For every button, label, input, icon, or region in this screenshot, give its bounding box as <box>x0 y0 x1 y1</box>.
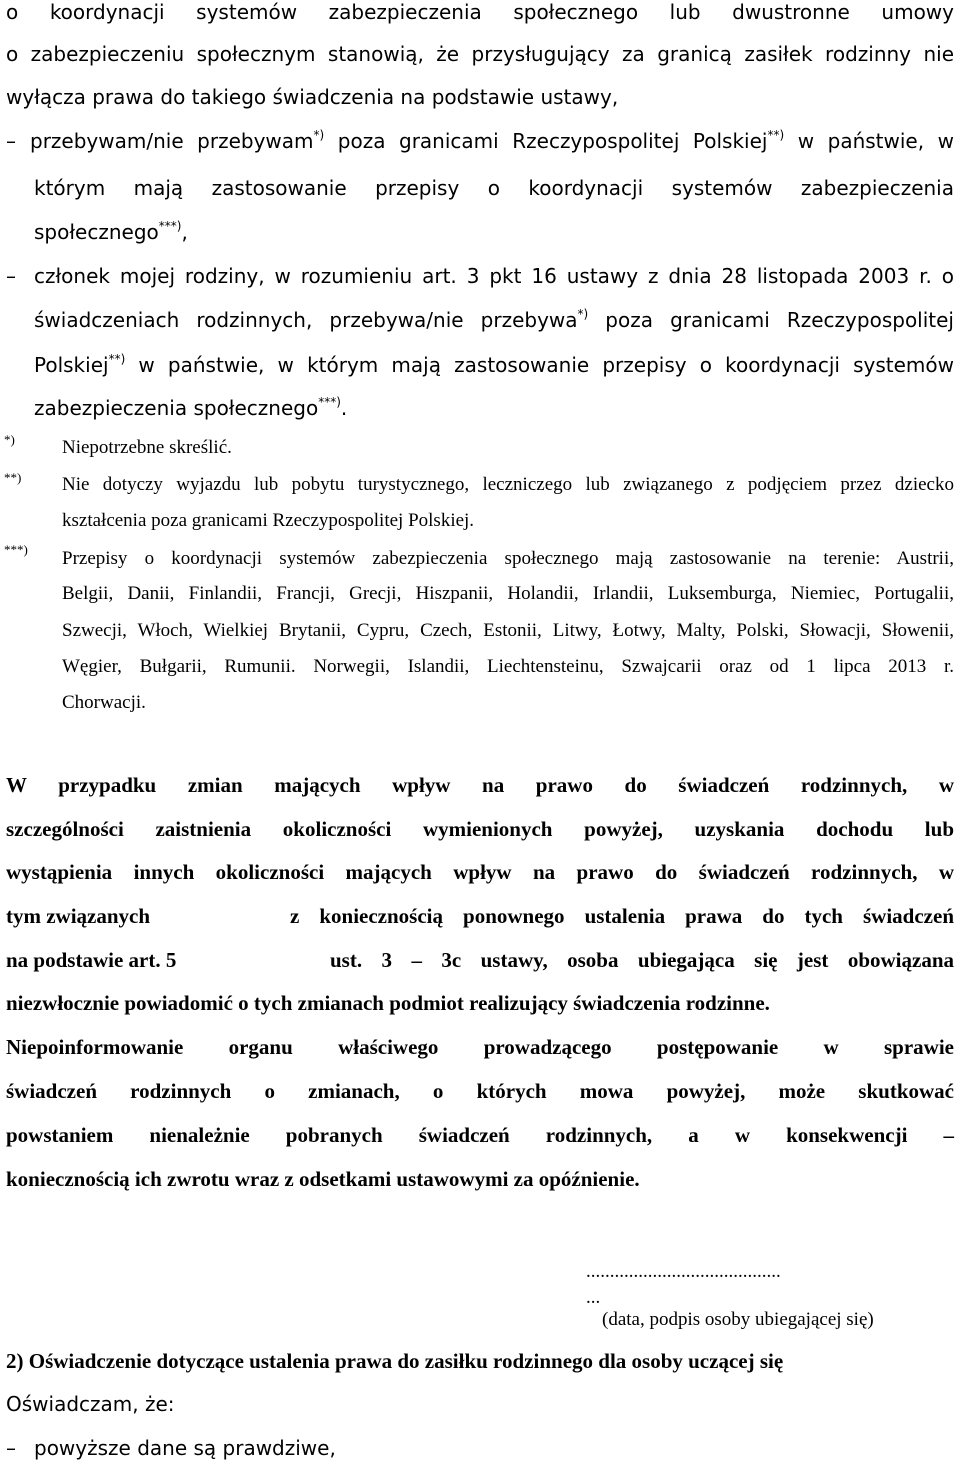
item2-text-b: poza granicami Rzeczypospolitej <box>588 308 954 332</box>
item1-line-1 <box>30 129 954 153</box>
item1-text-a: przebywam/nie przebywam <box>30 129 314 153</box>
footnote-mark-3: ***) <box>4 542 28 557</box>
footnote-2-line-1: Nie dotyczy wyjazdu lub pobytu turystycznego, leczniczego lub związanego z podjęciem przez dziecko <box>62 474 954 495</box>
item1-line-3 <box>34 220 188 244</box>
footnote-ref-1b: *) <box>577 307 589 321</box>
notice-line-8: świadczeń rodzinnych o zmianach, o których mowa powyżej, może skutkować <box>6 1079 954 1103</box>
footnote-3-line-2: Belgii, Danii, Finlandii, Francji, Grecji, Hiszpanii, Holandii, Irlandii, Luksemburga, Niemiec, Portugalii, <box>62 583 954 604</box>
notice-line-10: koniecznością ich zwrotu wraz z odsetkami ustawowymi za opóźnienie. <box>6 1167 640 1191</box>
item1-text-c: w państwie, w <box>784 129 954 153</box>
notice-line-9: powstaniem nienależnie pobranych świadczeń rodzinnych, a w konsekwencji – <box>6 1123 954 1147</box>
item2-line-1: członek mojej rodziny, w rozumieniu art. 3 pkt 16 ustawy z dnia 28 listopada 2003 r. o <box>34 264 954 288</box>
notice-line-2: szczególności zaistnienia okoliczności wymienionych powyżej, uzyskania dochodu lub <box>6 817 954 841</box>
notice-line-1: W przypadku zmian mających wpływ na prawo do świadczeń rodzinnych, w <box>6 773 954 797</box>
section2-dash: – <box>6 1436 16 1460</box>
intro-line-1: o koordynacji systemów zabezpieczenia społecznego lub dwustronne umowy <box>6 0 954 24</box>
footnote-3-line-4: Węgier, Bułgarii, Rumunii. Norwegii, Islandii, Liechtensteinu, Szwajcarii oraz od 1 lipca 2013 r. <box>62 656 954 677</box>
footnote-1: Niepotrzebne skreślić. <box>62 437 232 458</box>
item1-line-2: którym mają zastosowanie przepisy o koordynacji systemów zabezpieczenia <box>34 176 954 200</box>
section2-item-1: powyższe dane są prawdziwe, <box>34 1436 336 1460</box>
item2-text-period: . <box>340 396 348 420</box>
item2-text-polskiej: Polskiej <box>34 353 109 377</box>
item1-text-b: poza granicami Rzeczypospolitej Polskiej <box>324 129 768 153</box>
footnote-3-line-5: Chorwacji. <box>62 692 146 713</box>
footnote-mark-2: **) <box>4 470 22 485</box>
item1-dash: – <box>6 129 16 153</box>
footnote-mark-1: *) <box>4 432 15 447</box>
item2-text-c: w państwie, w którym mają zastosowanie przepisy o koordynacji systemów <box>125 353 954 377</box>
item2-text-a: świadczeniach rodzinnych, przebywa/nie przebywa <box>34 308 578 332</box>
footnote-ref-3: ***) <box>158 219 182 233</box>
item2-dash: – <box>6 264 16 288</box>
item2-line-3 <box>34 353 954 377</box>
notice-line-6: niezwłocznie powiadomić o tych zmianach podmiot realizujący świadczenia rodzinne. <box>6 991 770 1015</box>
section2-heading: 2) Oświadczenie dotyczące ustalenia prawa do zasiłku rodzinnego dla osoby uczącej się <box>6 1349 784 1373</box>
notice-line-7: Niepoinformowanie organu właściwego prowadzącego postępowanie w sprawie <box>6 1035 954 1059</box>
item2-text-d: zabezpieczenia społecznego <box>34 396 319 420</box>
item2-line-4 <box>34 396 347 420</box>
intro-line-2: o zabezpieczeniu społecznym stanowią, że przysługujący za granicą zasiłek rodzinny nie <box>6 42 954 66</box>
notice-line-3: wystąpienia innych okoliczności mających wpływ na prawo do świadczeń rodzinnych, w <box>6 860 954 884</box>
section2-lead: Oświadczam, że: <box>6 1392 175 1416</box>
signature-dots: ......................................... <box>586 1261 781 1282</box>
item1-text-comma: , <box>181 220 188 244</box>
notice-line-4b: z koniecznością ponownego ustalenia prawa do tych świadczeń <box>290 904 954 928</box>
signature-dots-cont: ... <box>586 1287 601 1308</box>
notice-line-5a: na podstawie art. 5 <box>6 948 177 972</box>
item1-text-spoleczne: społecznego <box>34 220 159 244</box>
intro-line-3: wyłącza prawa do takiego świadczenia na podstawie ustawy, <box>6 85 619 109</box>
footnote-ref-3b: ***) <box>318 395 341 409</box>
notice-line-4a: tym związanych <box>6 904 151 928</box>
footnote-ref-2: **) <box>767 128 785 142</box>
footnote-2-line-2: kształcenia poza granicami Rzeczypospolitej Polskiej. <box>62 510 475 531</box>
signature-caption: (data, podpis osoby ubiegającej się) <box>602 1309 874 1330</box>
footnote-ref-2b: **) <box>108 352 126 366</box>
notice-line-5b: ust. 3 – 3c ustawy, osoba ubiegająca się jest obowiązana <box>330 948 954 972</box>
footnote-3-line-3: Szwecji, Włoch, Wielkiej Brytanii, Cypru, Czech, Estonii, Litwy, Łotwy, Malty, Polski, Słowacji, Słowenii, <box>62 620 954 641</box>
footnote-3-line-1: Przepisy o koordynacji systemów zabezpieczenia społecznego mają zastosowanie na terenie: Austrii, <box>62 548 954 569</box>
footnote-ref-1: *) <box>313 128 325 142</box>
item2-line-2 <box>34 308 954 332</box>
